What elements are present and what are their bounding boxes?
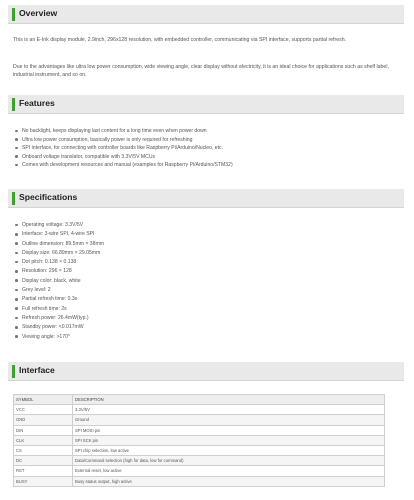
heading-accent-bar (12, 192, 15, 205)
table-row (14, 476, 385, 486)
list-item: Standby power: <0.017mW (13, 323, 104, 332)
pin-symbol: CLK (14, 435, 73, 445)
overview-paragraph-2: Due to the advantages like ultra low power consumption, wide viewing angle, clear display without electricity, it is an ideal choice for applications such as shelf label, industrial instrument, and so on. (13, 64, 389, 78)
pin-symbol: GND (14, 415, 73, 425)
pin-description: 3.3V/5V (73, 405, 385, 415)
features-heading (8, 95, 404, 114)
pin-description: External reset, low active (73, 466, 385, 476)
table-row (14, 466, 385, 476)
heading-accent-bar (12, 98, 15, 111)
column-header-description: DESCRIPTION (73, 395, 385, 405)
list-item: Display size: 66.89mm × 29.05mm (13, 249, 104, 258)
list-item: Interface: 3-wire SPI, 4-wire SPI (13, 230, 104, 239)
list-item: Partial refresh time: 0.3s (13, 295, 104, 304)
interface-heading (8, 362, 404, 381)
list-item: No backlight, keeps displaying last content for a long time even when power down (13, 127, 233, 136)
specifications-title: Specifications (19, 192, 78, 202)
table-row (14, 425, 385, 435)
heading-accent-bar (12, 8, 15, 21)
list-item: Operating voltage: 3.3V/5V (13, 221, 104, 230)
list-item: Dot pitch: 0.138 × 0.138 (13, 258, 104, 267)
overview-heading (8, 5, 404, 24)
table-row (14, 405, 385, 415)
overview-title: Overview (19, 8, 58, 18)
pin-symbol: DC (14, 456, 73, 466)
features-title: Features (19, 98, 55, 108)
list-item: Viewing angle: >170° (13, 333, 104, 342)
specifications-list (13, 221, 104, 342)
interface-title: Interface (19, 365, 55, 375)
list-item: SPI interface, for connecting with controller boards like Raspberry Pi/Arduino/Nucleo, etc. (13, 144, 233, 153)
list-item: Onboard voltage translator, compatible with 3.3V/5V MCUs (13, 153, 233, 162)
table-header-row (14, 395, 385, 405)
pin-symbol: CS (14, 445, 73, 455)
pin-description: Ground (73, 415, 385, 425)
pin-symbol: RST (14, 466, 73, 476)
list-item: Refresh power: 26.4mW(typ.) (13, 314, 104, 323)
pin-description: SPI chip selection, low active (73, 445, 385, 455)
specifications-heading (8, 189, 404, 208)
column-header-symbol: SYMBOL (14, 395, 73, 405)
list-item: Resolution: 296 × 128 (13, 267, 104, 276)
overview-paragraph-1: This is an E-Ink display module, 2.9inch, 296x128 resolution, with embedded controller, communicating via SPI interface, supports partial refresh. (13, 37, 347, 43)
features-list (13, 127, 233, 170)
list-item: Full refresh time: 2s (13, 305, 104, 314)
pin-description: Data/Command selection (high for data, low for command) (73, 456, 385, 466)
heading-accent-bar (12, 365, 15, 378)
pin-description: Busy status output, high active (73, 476, 385, 486)
pin-symbol: DIN (14, 425, 73, 435)
pin-description: SPI SCK pin (73, 435, 385, 445)
list-item: Display color: black, white (13, 277, 104, 286)
table-row (14, 435, 385, 445)
pin-symbol: VCC (14, 405, 73, 415)
pin-table (13, 394, 385, 487)
table-row (14, 415, 385, 425)
pin-description: SPI MOSI pin (73, 425, 385, 435)
pin-symbol: BUSY (14, 476, 73, 486)
list-item: Grey level: 2 (13, 286, 104, 295)
table-row (14, 456, 385, 466)
table-row (14, 445, 385, 455)
list-item: Outline dimension: 89.5mm × 38mm (13, 240, 104, 249)
list-item: Comes with development resources and manual (examples for Raspberry Pi/Arduino/STM32) (13, 161, 233, 170)
list-item: Ultra low power consumption, basically power is only required for refreshing (13, 136, 233, 145)
